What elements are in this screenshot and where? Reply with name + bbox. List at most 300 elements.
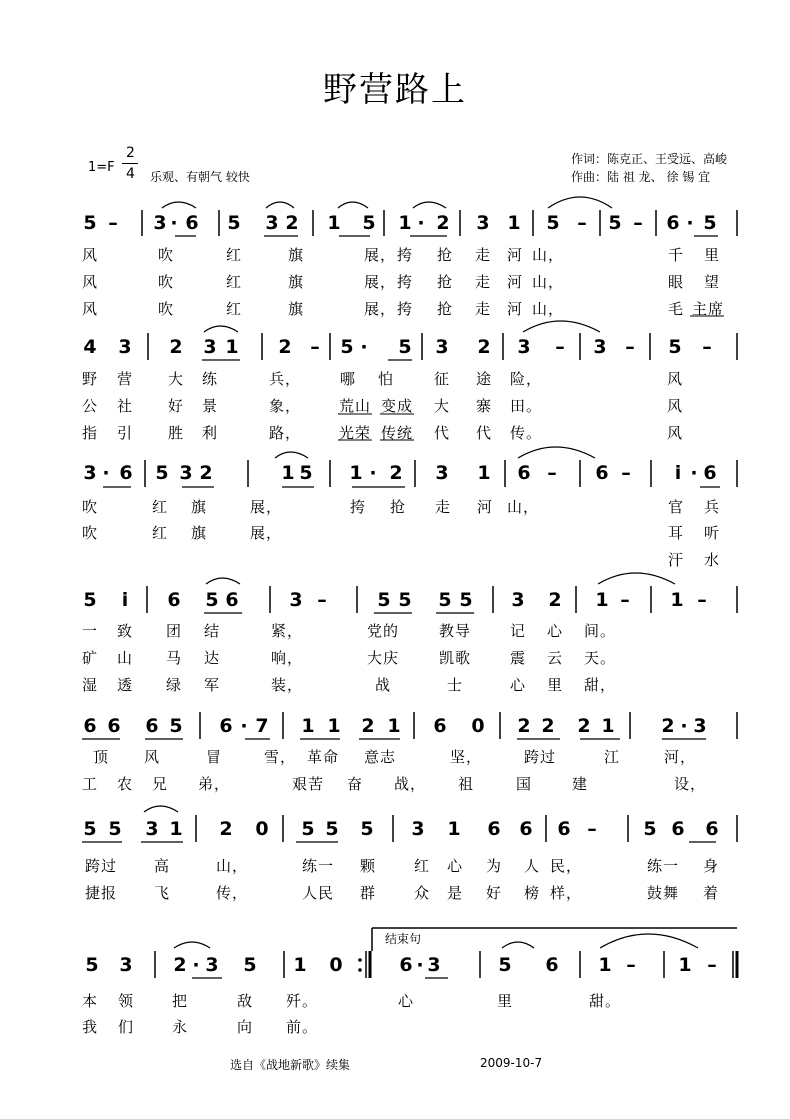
lyric-syllable: 走 bbox=[474, 246, 492, 264]
lyric-syllable: 水 bbox=[703, 551, 721, 569]
lyric-syllable: 雪， bbox=[263, 748, 297, 766]
lyric-syllable: 传， bbox=[215, 884, 249, 902]
jianpu-note: 6 bbox=[225, 589, 239, 611]
lyric-syllable: 意志 bbox=[363, 748, 397, 766]
lyric-syllable: 心 bbox=[509, 676, 527, 694]
lyric-syllable: 路， bbox=[268, 424, 302, 442]
lyric-syllable: 展， bbox=[363, 273, 397, 291]
jianpu-note: 1 bbox=[293, 954, 307, 976]
lyric-syllable: 河 bbox=[506, 273, 524, 291]
lyric-syllable: 山， bbox=[531, 273, 565, 291]
lyric-syllable: 革命 bbox=[306, 748, 340, 766]
jianpu-note: 6 bbox=[517, 462, 531, 484]
jianpu-note: · bbox=[369, 462, 377, 484]
lyric-syllable: 装， bbox=[270, 676, 304, 694]
jianpu-note: – bbox=[625, 336, 635, 358]
jianpu-note: 5 bbox=[608, 212, 622, 234]
jianpu-note: 3 bbox=[83, 462, 97, 484]
jianpu-note: 1 bbox=[301, 715, 315, 737]
lyric-syllable: 河， bbox=[663, 748, 697, 766]
jianpu-note: 5 bbox=[299, 462, 313, 484]
jianpu-note: 6 bbox=[671, 818, 685, 840]
jianpu-note: 3 bbox=[411, 818, 425, 840]
lyric-syllable: 党的 bbox=[366, 622, 400, 640]
jianpu-note: 3 bbox=[203, 336, 217, 358]
lyric-syllable: 战 bbox=[374, 676, 392, 694]
lyric-syllable: 走 bbox=[434, 498, 452, 516]
lyric-syllable: 挎 bbox=[396, 300, 414, 318]
lyric-syllable: 里 bbox=[703, 246, 721, 264]
lyric-syllable: 途 bbox=[475, 370, 493, 388]
tempo-marking: 乐观、有朝气 较快 bbox=[150, 170, 250, 184]
lyric-syllable: 红 bbox=[225, 300, 243, 318]
lyric-syllable: 山， bbox=[531, 300, 565, 318]
lyric-syllable: 挎 bbox=[396, 273, 414, 291]
jianpu-note: 5 bbox=[205, 589, 219, 611]
jianpu-note: 6 bbox=[145, 715, 159, 737]
lyric-syllable: 旗 bbox=[190, 498, 208, 516]
lyricist-credit: 作词：陈克正、王受远、高峻 bbox=[571, 152, 728, 166]
lyric-syllable: 抢 bbox=[436, 273, 454, 291]
lyric-syllable: 把 bbox=[171, 992, 189, 1010]
lyric-syllable: 练一 bbox=[646, 857, 680, 875]
lyric-syllable: 一 bbox=[81, 622, 99, 640]
lyric-syllable: 群 bbox=[359, 884, 377, 902]
lyric-syllable: 抢 bbox=[436, 246, 454, 264]
jianpu-note: – bbox=[626, 954, 636, 976]
lyric-syllable: 样， bbox=[549, 884, 583, 902]
jianpu-note: 0 bbox=[255, 818, 269, 840]
jianpu-note: · bbox=[690, 462, 698, 484]
lyric-syllable: 指 bbox=[81, 424, 99, 442]
jianpu-note: 6 bbox=[107, 715, 121, 737]
jianpu-note: 6 bbox=[666, 212, 680, 234]
ending-label: 结束句 bbox=[385, 932, 422, 946]
lyric-syllable: 榜 bbox=[523, 884, 541, 902]
lyric-syllable: 风 bbox=[81, 273, 99, 291]
jianpu-note: 6 bbox=[83, 715, 97, 737]
lyric-syllable: 领 bbox=[117, 992, 135, 1010]
lyric-syllable: 湿 bbox=[81, 676, 99, 694]
jianpu-note: · bbox=[102, 462, 110, 484]
lyric-syllable: 农 bbox=[116, 775, 134, 793]
lyric-syllable: 代 bbox=[433, 424, 451, 442]
lyric-syllable: 营 bbox=[116, 370, 134, 388]
jianpu-note: 3 bbox=[435, 336, 449, 358]
jianpu-note: i bbox=[674, 462, 682, 484]
composer-credit: 作曲：陆 祖 龙、 徐 锡 宜 bbox=[571, 170, 711, 184]
lyric-syllable: 练一 bbox=[301, 857, 335, 875]
lyric-syllable: 旗 bbox=[190, 524, 208, 542]
jianpu-note: 6 bbox=[219, 715, 233, 737]
jianpu-note: 3 bbox=[427, 954, 441, 976]
jianpu-note: 5 bbox=[668, 336, 682, 358]
jianpu-note: 2 bbox=[219, 818, 233, 840]
jianpu-note: 6 bbox=[703, 462, 717, 484]
lyric-syllable: 永 bbox=[171, 1018, 189, 1036]
lyric-syllable: 千 bbox=[667, 246, 685, 264]
lyric-syllable: 挎 bbox=[349, 498, 367, 516]
jianpu-note: – bbox=[697, 589, 707, 611]
lyric-syllable: 人民 bbox=[301, 884, 335, 902]
jianpu-note: – bbox=[108, 212, 118, 234]
jianpu-note: 3 bbox=[517, 336, 531, 358]
lyric-syllable: 震 bbox=[509, 649, 527, 667]
jianpu-note: 5 bbox=[377, 589, 391, 611]
jianpu-note: – bbox=[707, 954, 717, 976]
lyric-syllable: 里 bbox=[496, 992, 514, 1010]
lyric-syllable: 公 bbox=[81, 397, 99, 415]
lyric-syllable: 风 bbox=[81, 246, 99, 264]
jianpu-note: 5 bbox=[169, 715, 183, 737]
lyric-syllable: 达 bbox=[203, 649, 221, 667]
lyric-syllable: 眼 bbox=[667, 273, 685, 291]
time-signature-bottom: 4 bbox=[126, 166, 135, 182]
lyric-syllable: 甜。 bbox=[588, 992, 622, 1010]
lyric-syllable: 响， bbox=[270, 649, 304, 667]
lyric-syllable: 鼓舞 bbox=[646, 884, 680, 902]
jianpu-note: – bbox=[555, 336, 565, 358]
source-note: 选自《战地新歌》续集 bbox=[230, 1058, 351, 1072]
lyric-syllable: 大庆 bbox=[366, 649, 400, 667]
lyric-syllable: 歼。 bbox=[285, 992, 319, 1010]
lyric-syllable: 变成 bbox=[380, 397, 414, 415]
lyric-syllable: 天。 bbox=[583, 649, 617, 667]
lyric-syllable: 利 bbox=[201, 424, 219, 442]
lyric-syllable: 众 bbox=[413, 884, 431, 902]
lyric-syllable: 国 bbox=[515, 775, 533, 793]
jianpu-note: 5 bbox=[325, 818, 339, 840]
jianpu-note: 3 bbox=[118, 336, 132, 358]
jianpu-note: 5 bbox=[643, 818, 657, 840]
lyric-syllable: 艰苦 bbox=[291, 775, 325, 793]
lyric-syllable: 民， bbox=[549, 857, 583, 875]
lyric-syllable: 汗 bbox=[667, 551, 685, 569]
lyric-syllable: 跨过 bbox=[84, 857, 118, 875]
lyric-syllable: 建 bbox=[571, 775, 589, 793]
jianpu-note: 6 bbox=[185, 212, 199, 234]
jianpu-note: 5 bbox=[398, 589, 412, 611]
lyric-syllable: 大 bbox=[433, 397, 451, 415]
jianpu-note: – bbox=[633, 212, 643, 234]
jianpu-note: – bbox=[702, 336, 712, 358]
lyric-syllable: 好 bbox=[167, 397, 185, 415]
lyric-syllable: 练 bbox=[201, 370, 219, 388]
jianpu-note: 4 bbox=[83, 336, 97, 358]
jianpu-note: 2 bbox=[436, 212, 450, 234]
jianpu-note: · bbox=[680, 715, 688, 737]
jianpu-note: 6 bbox=[433, 715, 447, 737]
lyric-syllable: 奋 bbox=[346, 775, 364, 793]
lyric-syllable: 耳 bbox=[667, 524, 685, 542]
jianpu-note: 0 bbox=[329, 954, 343, 976]
lyric-syllable: 征 bbox=[433, 370, 451, 388]
lyric-syllable: 抢 bbox=[389, 498, 407, 516]
lyric-syllable: 河 bbox=[506, 300, 524, 318]
lyric-syllable: 飞 bbox=[153, 884, 171, 902]
lyric-syllable: 云 bbox=[546, 649, 564, 667]
lyric-syllable: 着 bbox=[702, 884, 720, 902]
lyric-syllable: 坚， bbox=[449, 748, 483, 766]
lyric-syllable: 听 bbox=[703, 524, 721, 542]
lyric-syllable: 弟， bbox=[197, 775, 231, 793]
jianpu-note: 6 bbox=[545, 954, 559, 976]
lyric-syllable: 望 bbox=[703, 273, 721, 291]
jianpu-note: 1 bbox=[507, 212, 521, 234]
jianpu-note: – bbox=[317, 589, 327, 611]
jianpu-note: 3 bbox=[179, 462, 193, 484]
jianpu-note: 1 bbox=[678, 954, 692, 976]
jianpu-note: 2 bbox=[285, 212, 299, 234]
lyric-syllable: 间。 bbox=[583, 622, 617, 640]
jianpu-note: 1 bbox=[670, 589, 684, 611]
lyric-syllable: 团 bbox=[165, 622, 183, 640]
lyric-syllable: 红 bbox=[413, 857, 431, 875]
jianpu-note: – bbox=[577, 212, 587, 234]
jianpu-note: 3 bbox=[153, 212, 167, 234]
lyric-syllable: 前。 bbox=[285, 1018, 319, 1036]
jianpu-note: 3 bbox=[205, 954, 219, 976]
jianpu-note: 3 bbox=[265, 212, 279, 234]
jianpu-note: 5 bbox=[155, 462, 169, 484]
jianpu-note: · bbox=[417, 212, 425, 234]
lyric-syllable: 河 bbox=[506, 246, 524, 264]
jianpu-note: 5 bbox=[83, 212, 97, 234]
lyric-syllable: 致 bbox=[116, 622, 134, 640]
lyric-syllable: 展， bbox=[363, 246, 397, 264]
lyric-syllable: 传。 bbox=[509, 424, 543, 442]
jianpu-note: 1 bbox=[281, 462, 295, 484]
lyric-syllable: 传统 bbox=[380, 424, 414, 442]
jianpu-note: 3 bbox=[476, 212, 490, 234]
jianpu-note: 2 bbox=[361, 715, 375, 737]
jianpu-note: – bbox=[587, 818, 597, 840]
lyric-syllable: 兵， bbox=[268, 370, 302, 388]
jianpu-note: 2 bbox=[199, 462, 213, 484]
lyric-syllable: 旗 bbox=[287, 246, 305, 264]
lyric-syllable: 跨过 bbox=[523, 748, 557, 766]
jianpu-note: 2 bbox=[517, 715, 531, 737]
jianpu-note: 6 bbox=[399, 954, 413, 976]
lyric-syllable: 荒山 bbox=[338, 397, 372, 415]
jianpu-note: – bbox=[547, 462, 557, 484]
jianpu-note: 5 bbox=[498, 954, 512, 976]
lyric-syllable: 挎 bbox=[396, 246, 414, 264]
lyric-syllable: 江 bbox=[603, 748, 621, 766]
jianpu-note: 6 bbox=[595, 462, 609, 484]
lyric-syllable: 祖 bbox=[457, 775, 475, 793]
lyric-syllable: 捷报 bbox=[84, 884, 118, 902]
lyric-syllable: 本 bbox=[81, 992, 99, 1010]
lyric-syllable: 设， bbox=[673, 775, 707, 793]
jianpu-note: 1 bbox=[387, 715, 401, 737]
lyric-syllable: 人 bbox=[523, 857, 541, 875]
jianpu-note: 6 bbox=[487, 818, 501, 840]
lyric-syllable: 红 bbox=[225, 273, 243, 291]
jianpu-note: 1 bbox=[477, 462, 491, 484]
lyric-syllable: 凯歌 bbox=[438, 649, 472, 667]
jianpu-note: 5 bbox=[83, 589, 97, 611]
jianpu-note: 1 bbox=[398, 212, 412, 234]
lyric-syllable: 为 bbox=[485, 857, 503, 875]
lyric-syllable: 走 bbox=[474, 273, 492, 291]
jianpu-note: 1 bbox=[601, 715, 615, 737]
jianpu-note: i bbox=[121, 589, 129, 611]
lyric-syllable: 哪 bbox=[339, 370, 357, 388]
jianpu-note: – bbox=[620, 589, 630, 611]
jianpu-note: 1 bbox=[598, 954, 612, 976]
lyric-syllable: 红 bbox=[225, 246, 243, 264]
lyric-syllable: 吹 bbox=[157, 273, 175, 291]
lyric-syllable: 心 bbox=[546, 622, 564, 640]
jianpu-note: 5 bbox=[546, 212, 560, 234]
jianpu-note: 5 bbox=[703, 212, 717, 234]
jianpu-note: 1 bbox=[595, 589, 609, 611]
jianpu-note: 5 bbox=[362, 212, 376, 234]
lyric-syllable: 田。 bbox=[509, 397, 543, 415]
lyric-syllable: 紧， bbox=[270, 622, 304, 640]
jianpu-note: 6 bbox=[167, 589, 181, 611]
jianpu-note: 5 bbox=[398, 336, 412, 358]
jianpu-note: 3 bbox=[511, 589, 525, 611]
jianpu-note: · bbox=[240, 715, 248, 737]
lyric-syllable: 展， bbox=[249, 498, 283, 516]
lyric-syllable: 风 bbox=[143, 748, 161, 766]
lyric-syllable: 是 bbox=[446, 884, 464, 902]
lyric-syllable: 军 bbox=[203, 676, 221, 694]
lyric-syllable: 绿 bbox=[165, 676, 183, 694]
lyric-syllable: 红 bbox=[151, 524, 169, 542]
repeat-dots bbox=[358, 958, 362, 972]
lyric-syllable: 毛 bbox=[667, 300, 685, 318]
jianpu-note: 2 bbox=[541, 715, 555, 737]
lyric-syllable: 马 bbox=[165, 649, 183, 667]
lyric-syllable: 好 bbox=[485, 884, 503, 902]
lyric-syllable: 吹 bbox=[81, 524, 99, 542]
lyric-syllable: 结 bbox=[203, 622, 221, 640]
jianpu-note: 3 bbox=[119, 954, 133, 976]
jianpu-note: 7 bbox=[255, 715, 269, 737]
lyric-syllable: 士 bbox=[446, 676, 464, 694]
jianpu-note: 2 bbox=[278, 336, 292, 358]
jianpu-note: · bbox=[686, 212, 694, 234]
jianpu-note: 3 bbox=[289, 589, 303, 611]
lyric-syllable: 甜， bbox=[583, 676, 617, 694]
page-title: 野营路上 bbox=[323, 70, 467, 110]
lyric-syllable: 官 bbox=[667, 498, 685, 516]
lyric-syllable: 高 bbox=[153, 857, 171, 875]
lyric-syllable: 引 bbox=[116, 424, 134, 442]
jianpu-note: 5 bbox=[340, 336, 354, 358]
lyric-syllable: 野 bbox=[81, 370, 99, 388]
lyric-syllable: 主席 bbox=[691, 300, 725, 318]
jianpu-note: 5 bbox=[438, 589, 452, 611]
lyric-syllable: 山， bbox=[215, 857, 249, 875]
jianpu-note: · bbox=[416, 954, 424, 976]
lyric-syllable: 吹 bbox=[157, 300, 175, 318]
lyric-syllable: 河 bbox=[476, 498, 494, 516]
lyric-syllable: 颗 bbox=[359, 857, 377, 875]
lyric-syllable: 吹 bbox=[81, 498, 99, 516]
lyric-syllable: 矿 bbox=[81, 649, 99, 667]
jianpu-note: 1 bbox=[349, 462, 363, 484]
jianpu-note: 5 bbox=[83, 818, 97, 840]
lyric-syllable: 象， bbox=[268, 397, 302, 415]
jianpu-note: 1 bbox=[447, 818, 461, 840]
jianpu-note: 6 bbox=[705, 818, 719, 840]
jianpu-note: 5 bbox=[301, 818, 315, 840]
lyric-syllable: 战， bbox=[393, 775, 427, 793]
lyric-syllable: 工 bbox=[81, 775, 99, 793]
lyric-syllable: 心 bbox=[397, 992, 415, 1010]
lyric-syllable: 兵 bbox=[703, 498, 721, 516]
lyric-syllable: 身 bbox=[702, 857, 720, 875]
lyric-syllable: 景 bbox=[201, 397, 219, 415]
jianpu-note: 5 bbox=[227, 212, 241, 234]
lyric-syllable: 吹 bbox=[157, 246, 175, 264]
lyric-syllable: 冒 bbox=[205, 748, 223, 766]
lyric-syllable: 敌 bbox=[236, 992, 254, 1010]
lyric-syllable: 山， bbox=[506, 498, 540, 516]
lyric-syllable: 抢 bbox=[436, 300, 454, 318]
key-signature: 1=F bbox=[88, 160, 115, 175]
jianpu-note: 2 bbox=[661, 715, 675, 737]
lyric-syllable: 山 bbox=[116, 649, 134, 667]
lyric-syllable: 走 bbox=[474, 300, 492, 318]
lyric-syllable: 旗 bbox=[287, 300, 305, 318]
lyric-syllable: 胜 bbox=[167, 424, 185, 442]
jianpu-note: 5 bbox=[459, 589, 473, 611]
lyric-syllable: 里 bbox=[546, 676, 564, 694]
jianpu-note: 2 bbox=[169, 336, 183, 358]
lyric-syllable: 红 bbox=[151, 498, 169, 516]
lyric-syllable: 山， bbox=[531, 246, 565, 264]
lyric-syllable: 透 bbox=[116, 676, 134, 694]
lyric-syllable: 顶 bbox=[92, 748, 110, 766]
jianpu-note: 3 bbox=[693, 715, 707, 737]
jianpu-note: 1 bbox=[327, 212, 341, 234]
lyric-syllable: 风 bbox=[81, 300, 99, 318]
lyric-syllable: 社 bbox=[116, 397, 134, 415]
jianpu-note: 1 bbox=[225, 336, 239, 358]
lyric-syllable: 兄 bbox=[151, 775, 169, 793]
date-note: 2009-10-7 bbox=[480, 1056, 543, 1070]
jianpu-note: 2 bbox=[477, 336, 491, 358]
jianpu-note: · bbox=[170, 212, 178, 234]
lyric-syllable: 寨 bbox=[475, 397, 493, 415]
jianpu-note: 5 bbox=[360, 818, 374, 840]
jianpu-note: 3 bbox=[435, 462, 449, 484]
lyric-syllable: 展， bbox=[249, 524, 283, 542]
time-signature-top: 2 bbox=[126, 145, 135, 161]
lyric-syllable: 风 bbox=[666, 424, 684, 442]
jianpu-note: – bbox=[621, 462, 631, 484]
lyric-syllable: 们 bbox=[117, 1018, 135, 1036]
jianpu-note: 6 bbox=[557, 818, 571, 840]
jianpu-note: 1 bbox=[169, 818, 183, 840]
jianpu-note: 5 bbox=[85, 954, 99, 976]
jianpu-note: 2 bbox=[577, 715, 591, 737]
jianpu-note: · bbox=[192, 954, 200, 976]
jianpu-note: 0 bbox=[471, 715, 485, 737]
lyric-syllable: 代 bbox=[475, 424, 493, 442]
lyric-syllable: 险， bbox=[509, 370, 543, 388]
lyric-syllable: 教导 bbox=[438, 622, 472, 640]
lyric-syllable: 风 bbox=[666, 397, 684, 415]
lyric-syllable: 旗 bbox=[287, 273, 305, 291]
jianpu-note: 5 bbox=[108, 818, 122, 840]
lyric-syllable: 展， bbox=[363, 300, 397, 318]
